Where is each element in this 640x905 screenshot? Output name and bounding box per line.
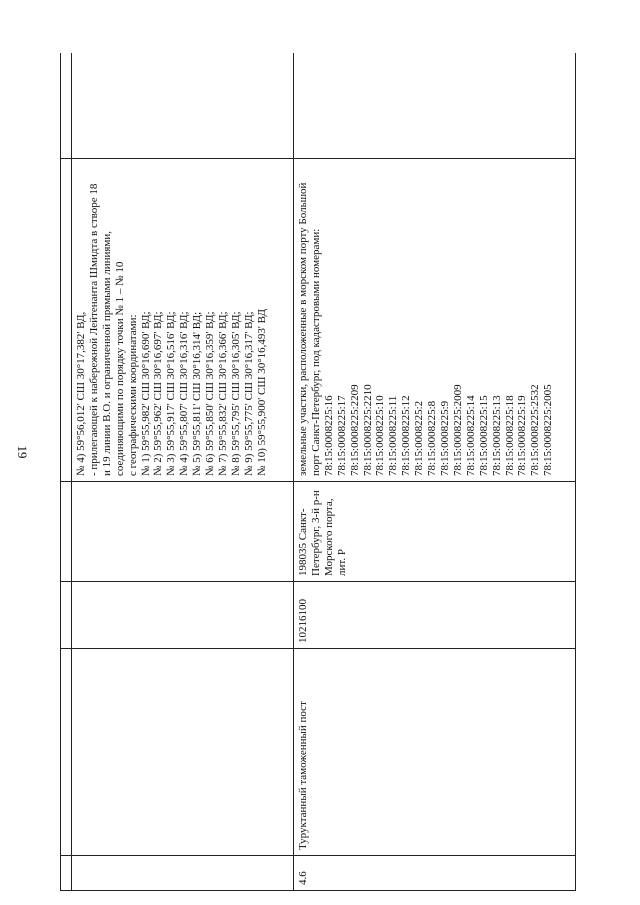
text-line: № 7) 59°55,832' СШ 30°16,366' ВД; <box>216 311 229 476</box>
empty-cell <box>72 582 294 649</box>
cadastral-number: 78:15:0008225:16 <box>322 395 335 476</box>
document-stage <box>60 53 581 891</box>
text-line: № 8) 59°55,795' СШ 30°16,305' ВД; <box>229 311 242 476</box>
text-line: № 2) 59°55,962' СШ 30°16,697' ВД; <box>152 311 165 476</box>
table-row-continued <box>72 53 294 891</box>
empty-cell <box>72 856 294 891</box>
header-cell <box>61 649 72 856</box>
text-line: № 9) 59°55,775' СШ 30°16,317' ВД; <box>242 311 255 476</box>
empty-cell <box>72 482 294 582</box>
text-line: № 10) 59°55,900' СШ 30°16,493' ВД <box>255 308 268 476</box>
empty-cell <box>294 53 576 159</box>
cadastral-number: 78:15:0008225:9 <box>438 400 451 476</box>
text-line: и 19 линии В.О. и ограниченной прямыми линиями, <box>100 230 113 476</box>
cadastral-number: 78:15:0008225:14 <box>464 395 477 476</box>
cadastral-number: 78:15:0008225:18 <box>503 395 516 476</box>
text-line: с географическими координатами: <box>126 314 139 476</box>
cadastral-number: 78:15:0008225:10 <box>374 395 387 476</box>
text-line: № 4) 59°56,012' СШ 30°17,382' ВД, <box>75 311 87 476</box>
coordinates-cell <box>72 159 294 482</box>
cadastral-number: 78:15:0008225:2209 <box>348 384 361 476</box>
header-cell <box>61 53 72 159</box>
text-line: № 3) 59°55,917' СШ 30°16,516' ВД; <box>165 311 178 476</box>
row-number-cell <box>294 856 576 891</box>
cadastral-number: 78:15:0008225:19 <box>516 395 529 476</box>
cadastral-number: 78:15:0008225:8 <box>426 400 439 476</box>
cadastral-number: 78:15:0008225:15 <box>477 395 490 476</box>
post-address: 198035 Санкт-Петербург, 3-й р-н Морского порта, лит. Р <box>297 490 348 576</box>
cadastral-number: 78:15:0008225:2005 <box>542 384 555 476</box>
cadastral-number: 78:15:0008225:12 <box>400 395 413 476</box>
text-line: № 5) 59°55,811' СШ 30°16,314' ВД; <box>191 311 204 476</box>
text-line: № 4) 59°55,807' СШ 30°16,316' ВД; <box>178 311 191 476</box>
customs-posts-table <box>60 53 576 891</box>
cadastral-number: 78:15:0008225:2 <box>413 400 426 476</box>
post-name-cell <box>294 649 576 856</box>
cadastral-number: 78:15:0008225:2210 <box>361 384 374 476</box>
page-number: 19 <box>15 445 30 459</box>
cadastral-number: 78:15:0008225:17 <box>335 395 348 476</box>
cadastral-number: 78:15:0008225:11 <box>387 395 400 476</box>
description-intro: земельные участки, расположенные в морском порту Большой порт Санкт-Петербург, под кадастровыми номерами: <box>297 182 322 476</box>
rotated-table-wrapper <box>60 53 581 891</box>
empty-cell <box>72 649 294 856</box>
header-cell <box>61 582 72 649</box>
text-line: № 1) 59°55,982' СШ 30°16,690' ВД; <box>139 311 152 476</box>
table-header-row <box>61 53 72 891</box>
cadastral-number: 78:15:0008225:2009 <box>451 384 464 476</box>
empty-cell <box>72 53 294 159</box>
address-cell <box>294 482 576 582</box>
description-cell <box>294 159 576 482</box>
cadastral-number: 78:15:0008225:2532 <box>529 384 542 476</box>
table-row <box>294 53 576 891</box>
post-code-cell <box>294 582 576 649</box>
text-line: № 6) 59°55,850' СШ 30°16,359' ВД; <box>204 311 217 476</box>
header-cell <box>61 856 72 891</box>
header-cell <box>61 482 72 582</box>
post-code: 10216100 <box>297 599 309 643</box>
cadastral-number: 78:15:0008225:13 <box>490 395 503 476</box>
text-line: соединяющими по порядку точки № 1 – № 10 <box>113 261 126 476</box>
post-name: Туруктанный таможенный пост <box>297 701 309 850</box>
row-number: 4.6 <box>297 871 309 885</box>
text-line: - прилегающей к набережной Лейтенанта Шмидта в створе 18 <box>87 183 100 476</box>
header-cell <box>61 159 72 482</box>
